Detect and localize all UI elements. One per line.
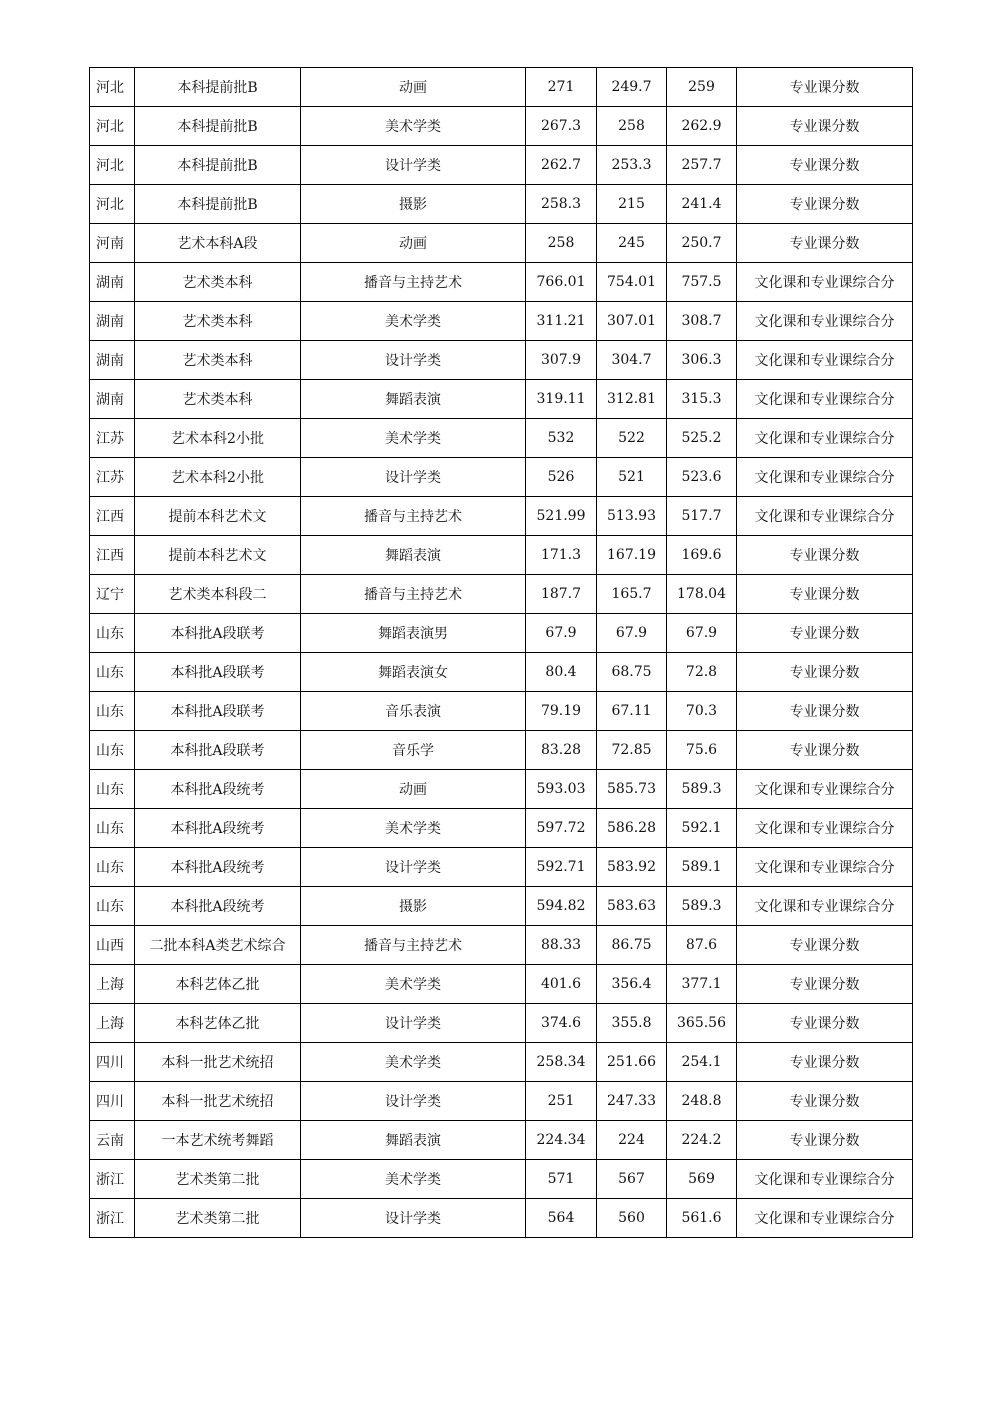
major-cell: 美术学类: [301, 809, 526, 848]
major-cell: 摄影: [301, 887, 526, 926]
province-cell: 江苏: [90, 419, 135, 458]
major-cell: 设计学类: [301, 146, 526, 185]
major-cell: 舞蹈表演男: [301, 614, 526, 653]
major-cell: 动画: [301, 770, 526, 809]
min-score-cell: 67.9: [597, 614, 667, 653]
table-row: [90, 341, 913, 380]
min-score-cell: 356.4: [597, 965, 667, 1004]
province-cell: 云南: [90, 1121, 135, 1160]
score-type-cell: 文化课和专业课综合分: [737, 770, 913, 809]
max-score-cell: 79.19: [526, 692, 597, 731]
batch-cell: 本科提前批B: [135, 185, 301, 224]
avg-score-cell: 589.1: [667, 848, 737, 887]
avg-score-cell: 178.04: [667, 575, 737, 614]
table-row: [90, 770, 913, 809]
major-cell: 动画: [301, 224, 526, 263]
min-score-cell: 245: [597, 224, 667, 263]
province-cell: 山东: [90, 770, 135, 809]
major-cell: 播音与主持艺术: [301, 575, 526, 614]
province-cell: 河北: [90, 146, 135, 185]
province-cell: 上海: [90, 1004, 135, 1043]
max-score-cell: 401.6: [526, 965, 597, 1004]
score-type-cell: 文化课和专业课综合分: [737, 380, 913, 419]
avg-score-cell: 257.7: [667, 146, 737, 185]
min-score-cell: 247.33: [597, 1082, 667, 1121]
batch-cell: 提前本科艺术文: [135, 497, 301, 536]
avg-score-cell: 569: [667, 1160, 737, 1199]
major-cell: 舞蹈表演: [301, 380, 526, 419]
score-type-cell: 专业课分数: [737, 1082, 913, 1121]
min-score-cell: 253.3: [597, 146, 667, 185]
max-score-cell: 83.28: [526, 731, 597, 770]
province-cell: 湖南: [90, 302, 135, 341]
table-row: [90, 926, 913, 965]
major-cell: 美术学类: [301, 1043, 526, 1082]
min-score-cell: 585.73: [597, 770, 667, 809]
max-score-cell: 258: [526, 224, 597, 263]
batch-cell: 艺术类本科: [135, 263, 301, 302]
table-row: [90, 185, 913, 224]
table-row: [90, 848, 913, 887]
table-row: [90, 302, 913, 341]
batch-cell: 二批本科A类艺术综合: [135, 926, 301, 965]
max-score-cell: 88.33: [526, 926, 597, 965]
major-cell: 设计学类: [301, 341, 526, 380]
max-score-cell: 526: [526, 458, 597, 497]
max-score-cell: 67.9: [526, 614, 597, 653]
batch-cell: 提前本科艺术文: [135, 536, 301, 575]
table-row: [90, 263, 913, 302]
avg-score-cell: 306.3: [667, 341, 737, 380]
avg-score-cell: 224.2: [667, 1121, 737, 1160]
min-score-cell: 165.7: [597, 575, 667, 614]
province-cell: 浙江: [90, 1199, 135, 1238]
score-type-cell: 文化课和专业课综合分: [737, 887, 913, 926]
batch-cell: 艺术本科2小批: [135, 419, 301, 458]
batch-cell: 本科艺体乙批: [135, 1004, 301, 1043]
batch-cell: 艺术本科2小批: [135, 458, 301, 497]
province-cell: 山东: [90, 692, 135, 731]
min-score-cell: 72.85: [597, 731, 667, 770]
batch-cell: 本科批A段联考: [135, 731, 301, 770]
score-type-cell: 专业课分数: [737, 692, 913, 731]
score-type-cell: 专业课分数: [737, 1043, 913, 1082]
table-row: [90, 380, 913, 419]
score-type-cell: 文化课和专业课综合分: [737, 341, 913, 380]
table-row: [90, 224, 913, 263]
min-score-cell: 355.8: [597, 1004, 667, 1043]
min-score-cell: 258: [597, 107, 667, 146]
major-cell: 设计学类: [301, 1199, 526, 1238]
score-type-cell: 专业课分数: [737, 146, 913, 185]
score-type-cell: 文化课和专业课综合分: [737, 263, 913, 302]
batch-cell: 本科提前批B: [135, 107, 301, 146]
max-score-cell: 592.71: [526, 848, 597, 887]
major-cell: 设计学类: [301, 1004, 526, 1043]
table-row: [90, 653, 913, 692]
max-score-cell: 80.4: [526, 653, 597, 692]
province-cell: 湖南: [90, 341, 135, 380]
major-cell: 美术学类: [301, 107, 526, 146]
table-row: [90, 497, 913, 536]
batch-cell: 本科一批艺术统招: [135, 1082, 301, 1121]
max-score-cell: 374.6: [526, 1004, 597, 1043]
major-cell: 舞蹈表演女: [301, 653, 526, 692]
score-type-cell: 文化课和专业课综合分: [737, 1160, 913, 1199]
score-type-cell: 专业课分数: [737, 575, 913, 614]
admission-scores-table: [89, 67, 913, 1238]
batch-cell: 本科批A段统考: [135, 770, 301, 809]
province-cell: 四川: [90, 1082, 135, 1121]
max-score-cell: 571: [526, 1160, 597, 1199]
max-score-cell: 593.03: [526, 770, 597, 809]
score-type-cell: 专业课分数: [737, 107, 913, 146]
avg-score-cell: 254.1: [667, 1043, 737, 1082]
max-score-cell: 521.99: [526, 497, 597, 536]
province-cell: 山东: [90, 614, 135, 653]
table-row: [90, 614, 913, 653]
batch-cell: 本科提前批B: [135, 146, 301, 185]
province-cell: 四川: [90, 1043, 135, 1082]
avg-score-cell: 241.4: [667, 185, 737, 224]
major-cell: 播音与主持艺术: [301, 497, 526, 536]
min-score-cell: 586.28: [597, 809, 667, 848]
avg-score-cell: 523.6: [667, 458, 737, 497]
table-row: [90, 1043, 913, 1082]
min-score-cell: 224: [597, 1121, 667, 1160]
min-score-cell: 522: [597, 419, 667, 458]
score-type-cell: 专业课分数: [737, 224, 913, 263]
batch-cell: 本科批A段统考: [135, 887, 301, 926]
max-score-cell: 319.11: [526, 380, 597, 419]
max-score-cell: 311.21: [526, 302, 597, 341]
major-cell: 舞蹈表演: [301, 1121, 526, 1160]
major-cell: 设计学类: [301, 848, 526, 887]
province-cell: 河北: [90, 68, 135, 107]
avg-score-cell: 592.1: [667, 809, 737, 848]
table-row: [90, 965, 913, 1004]
table-row: [90, 1121, 913, 1160]
min-score-cell: 68.75: [597, 653, 667, 692]
major-cell: 音乐表演: [301, 692, 526, 731]
max-score-cell: 597.72: [526, 809, 597, 848]
table-row: [90, 692, 913, 731]
score-type-cell: 专业课分数: [737, 185, 913, 224]
max-score-cell: 187.7: [526, 575, 597, 614]
province-cell: 山东: [90, 731, 135, 770]
batch-cell: 一本艺术统考舞蹈: [135, 1121, 301, 1160]
avg-score-cell: 248.8: [667, 1082, 737, 1121]
major-cell: 美术学类: [301, 302, 526, 341]
table-body: [90, 68, 913, 1238]
score-type-cell: 文化课和专业课综合分: [737, 458, 913, 497]
max-score-cell: 224.34: [526, 1121, 597, 1160]
avg-score-cell: 365.56: [667, 1004, 737, 1043]
score-type-cell: 专业课分数: [737, 653, 913, 692]
avg-score-cell: 589.3: [667, 887, 737, 926]
table-row: [90, 68, 913, 107]
batch-cell: 本科艺体乙批: [135, 965, 301, 1004]
avg-score-cell: 757.5: [667, 263, 737, 302]
batch-cell: 艺术类本科: [135, 302, 301, 341]
avg-score-cell: 589.3: [667, 770, 737, 809]
avg-score-cell: 67.9: [667, 614, 737, 653]
score-type-cell: 专业课分数: [737, 965, 913, 1004]
table-row: [90, 536, 913, 575]
score-type-cell: 专业课分数: [737, 731, 913, 770]
max-score-cell: 532: [526, 419, 597, 458]
min-score-cell: 215: [597, 185, 667, 224]
batch-cell: 艺术类第二批: [135, 1160, 301, 1199]
min-score-cell: 86.75: [597, 926, 667, 965]
major-cell: 音乐学: [301, 731, 526, 770]
major-cell: 设计学类: [301, 1082, 526, 1121]
min-score-cell: 567: [597, 1160, 667, 1199]
province-cell: 湖南: [90, 263, 135, 302]
province-cell: 河南: [90, 224, 135, 263]
table-row: [90, 1160, 913, 1199]
avg-score-cell: 525.2: [667, 419, 737, 458]
max-score-cell: 262.7: [526, 146, 597, 185]
min-score-cell: 513.93: [597, 497, 667, 536]
batch-cell: 本科批A段联考: [135, 653, 301, 692]
avg-score-cell: 169.6: [667, 536, 737, 575]
max-score-cell: 267.3: [526, 107, 597, 146]
min-score-cell: 249.7: [597, 68, 667, 107]
max-score-cell: 258.3: [526, 185, 597, 224]
table-row: [90, 887, 913, 926]
score-type-cell: 文化课和专业课综合分: [737, 497, 913, 536]
max-score-cell: 271: [526, 68, 597, 107]
avg-score-cell: 517.7: [667, 497, 737, 536]
max-score-cell: 594.82: [526, 887, 597, 926]
major-cell: 美术学类: [301, 419, 526, 458]
table-row: [90, 1199, 913, 1238]
min-score-cell: 583.92: [597, 848, 667, 887]
province-cell: 江西: [90, 497, 135, 536]
avg-score-cell: 262.9: [667, 107, 737, 146]
max-score-cell: 307.9: [526, 341, 597, 380]
min-score-cell: 560: [597, 1199, 667, 1238]
score-type-cell: 文化课和专业课综合分: [737, 848, 913, 887]
batch-cell: 本科批A段联考: [135, 614, 301, 653]
score-type-cell: 专业课分数: [737, 926, 913, 965]
score-type-cell: 文化课和专业课综合分: [737, 302, 913, 341]
score-type-cell: 专业课分数: [737, 68, 913, 107]
avg-score-cell: 377.1: [667, 965, 737, 1004]
avg-score-cell: 75.6: [667, 731, 737, 770]
max-score-cell: 258.34: [526, 1043, 597, 1082]
major-cell: 摄影: [301, 185, 526, 224]
avg-score-cell: 87.6: [667, 926, 737, 965]
province-cell: 辽宁: [90, 575, 135, 614]
score-type-cell: 专业课分数: [737, 614, 913, 653]
table-row: [90, 458, 913, 497]
avg-score-cell: 308.7: [667, 302, 737, 341]
province-cell: 江苏: [90, 458, 135, 497]
table-row: [90, 1082, 913, 1121]
score-type-cell: 专业课分数: [737, 1121, 913, 1160]
province-cell: 河北: [90, 107, 135, 146]
province-cell: 山东: [90, 809, 135, 848]
batch-cell: 本科一批艺术统招: [135, 1043, 301, 1082]
table-row: [90, 1004, 913, 1043]
province-cell: 浙江: [90, 1160, 135, 1199]
province-cell: 上海: [90, 965, 135, 1004]
batch-cell: 本科批A段联考: [135, 692, 301, 731]
batch-cell: 艺术类第二批: [135, 1199, 301, 1238]
batch-cell: 本科提前批B: [135, 68, 301, 107]
batch-cell: 艺术类本科: [135, 341, 301, 380]
table-row: [90, 575, 913, 614]
batch-cell: 本科批A段统考: [135, 809, 301, 848]
avg-score-cell: 70.3: [667, 692, 737, 731]
min-score-cell: 521: [597, 458, 667, 497]
major-cell: 美术学类: [301, 1160, 526, 1199]
table-row: [90, 809, 913, 848]
major-cell: 动画: [301, 68, 526, 107]
max-score-cell: 766.01: [526, 263, 597, 302]
table-row: [90, 107, 913, 146]
score-type-cell: 专业课分数: [737, 1004, 913, 1043]
min-score-cell: 312.81: [597, 380, 667, 419]
max-score-cell: 171.3: [526, 536, 597, 575]
score-type-cell: 专业课分数: [737, 536, 913, 575]
province-cell: 山东: [90, 887, 135, 926]
province-cell: 山东: [90, 653, 135, 692]
score-type-cell: 文化课和专业课综合分: [737, 809, 913, 848]
province-cell: 湖南: [90, 380, 135, 419]
max-score-cell: 251: [526, 1082, 597, 1121]
major-cell: 播音与主持艺术: [301, 926, 526, 965]
major-cell: 舞蹈表演: [301, 536, 526, 575]
min-score-cell: 167.19: [597, 536, 667, 575]
max-score-cell: 564: [526, 1199, 597, 1238]
avg-score-cell: 561.6: [667, 1199, 737, 1238]
table-row: [90, 731, 913, 770]
province-cell: 山西: [90, 926, 135, 965]
batch-cell: 本科批A段统考: [135, 848, 301, 887]
province-cell: 河北: [90, 185, 135, 224]
batch-cell: 艺术类本科段二: [135, 575, 301, 614]
min-score-cell: 67.11: [597, 692, 667, 731]
table-row: [90, 146, 913, 185]
major-cell: 美术学类: [301, 965, 526, 1004]
min-score-cell: 304.7: [597, 341, 667, 380]
avg-score-cell: 250.7: [667, 224, 737, 263]
major-cell: 播音与主持艺术: [301, 263, 526, 302]
avg-score-cell: 72.8: [667, 653, 737, 692]
major-cell: 设计学类: [301, 458, 526, 497]
min-score-cell: 307.01: [597, 302, 667, 341]
min-score-cell: 754.01: [597, 263, 667, 302]
score-type-cell: 文化课和专业课综合分: [737, 1199, 913, 1238]
score-type-cell: 文化课和专业课综合分: [737, 419, 913, 458]
batch-cell: 艺术本科A段: [135, 224, 301, 263]
province-cell: 山东: [90, 848, 135, 887]
min-score-cell: 583.63: [597, 887, 667, 926]
min-score-cell: 251.66: [597, 1043, 667, 1082]
province-cell: 江西: [90, 536, 135, 575]
batch-cell: 艺术类本科: [135, 380, 301, 419]
table-row: [90, 419, 913, 458]
avg-score-cell: 259: [667, 68, 737, 107]
avg-score-cell: 315.3: [667, 380, 737, 419]
